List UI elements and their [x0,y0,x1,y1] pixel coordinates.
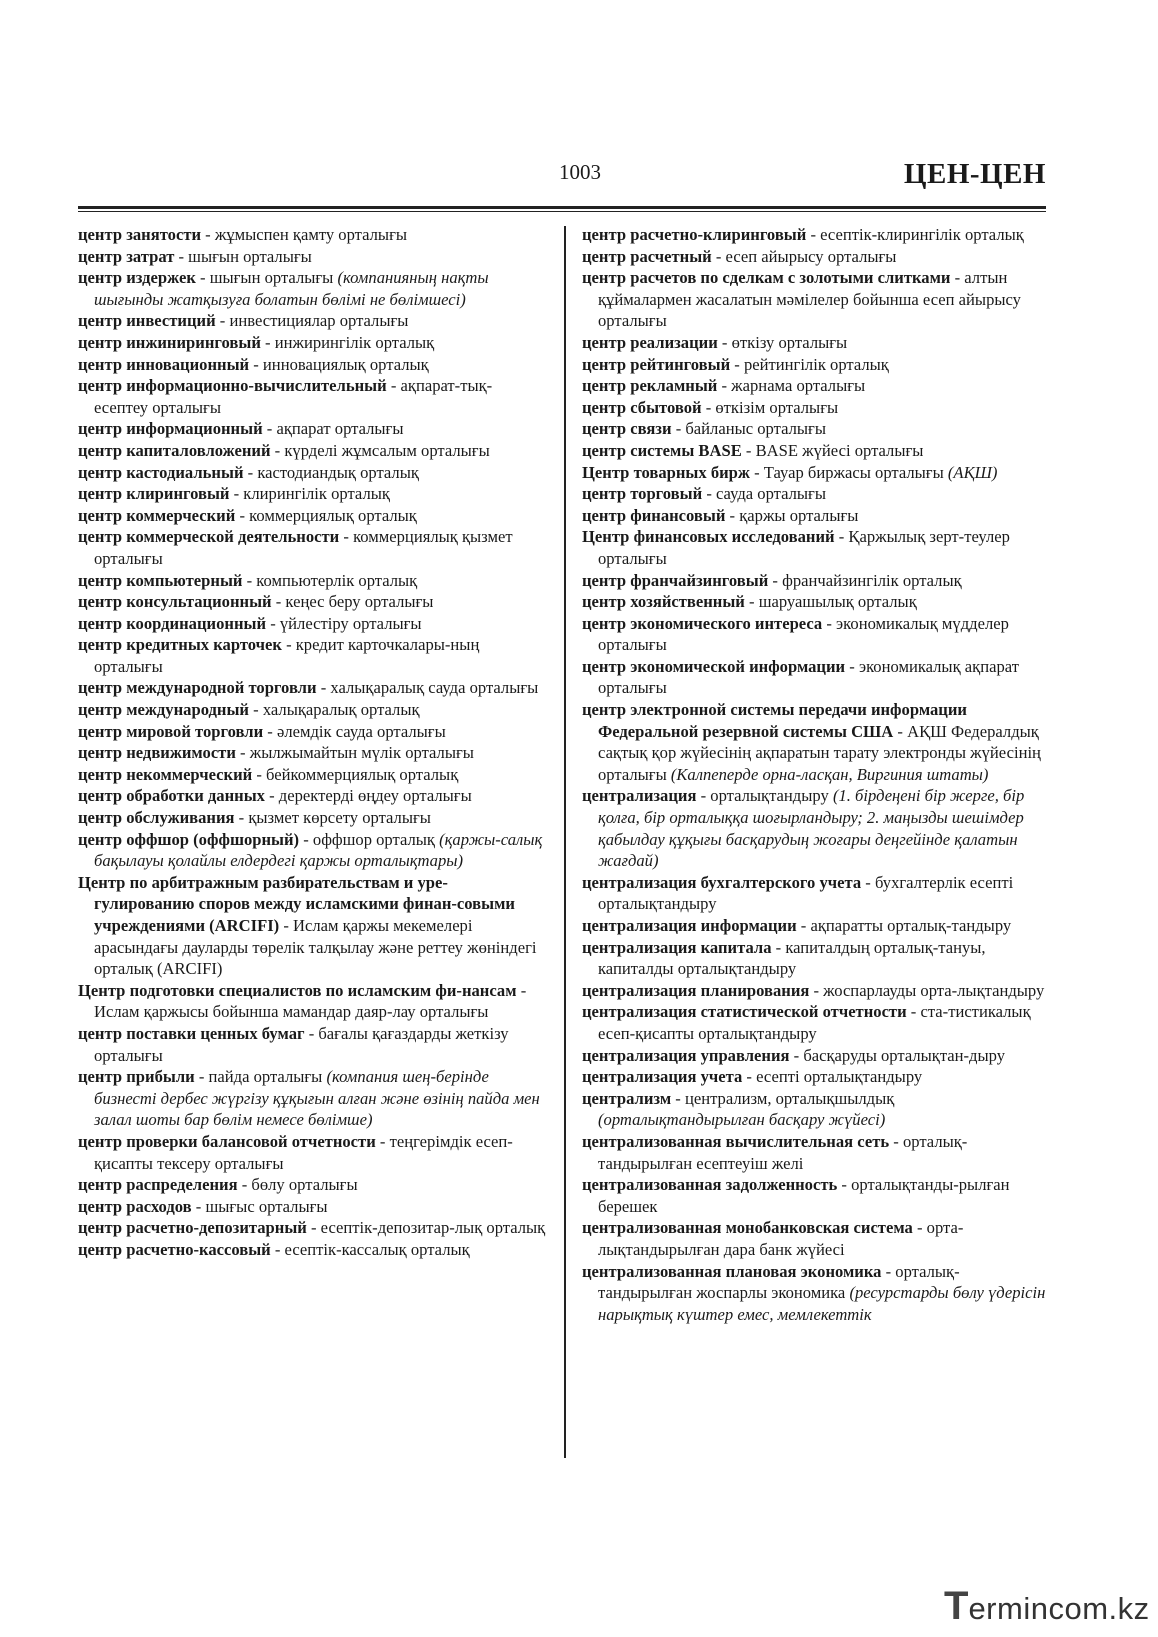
entry-definition: - клирингілік орталық [229,484,390,504]
dictionary-entry [78,872,546,980]
entry-term: центр реализации [582,332,718,352]
dictionary-entry [582,613,1050,656]
entry-note: (ресурстарды бөлу үдерісін нарықтық күштер емес, мемлекеттік [598,1283,1046,1324]
entry-note: (компания шең-берінде бизнесті дербес жүргізу құқығын алған және өзінің пайда мен залал шоты бар бөлім немесе бөлімше) [94,1067,540,1130]
entry-definition: - есептік-кассалық орталық [270,1239,470,1259]
left-column [78,224,546,1261]
entry-definition: - халықаралық орталық [249,700,420,720]
entry-definition: - коммерциялық қызмет орталығы [94,527,513,568]
entry-definition: - шығын орталығы [195,268,338,288]
dictionary-entry [582,1174,1050,1217]
entry-definition: - пайда орталығы [194,1067,327,1087]
dictionary-entry [78,721,546,743]
entry-term: центр информационный [78,419,263,439]
entry-definition: - ақпаратты орталық-тандыру [796,916,1012,935]
dictionary-entry [78,764,546,786]
entry-term: централизм [582,1088,672,1108]
dictionary-entry [582,980,1050,1002]
logo-text: ermincom.kz [968,1591,1150,1626]
entry-definition: - басқаруды орталықтан-дыру [789,1045,1006,1065]
entry-definition: - оффшор орталық [299,829,440,849]
entry-term: центр обработки данных [78,786,265,806]
entry-definition: - кредит карточкалары-ның орталығы [94,635,480,676]
entry-term: централизация учета [582,1067,743,1087]
entry-term: центр кастодиальный [78,462,244,482]
dictionary-entry [78,332,546,354]
entry-term: центр сбытовой [582,397,702,417]
column-divider [564,226,566,1458]
right-column [582,224,1050,1325]
entry-definition: - жұмыспен қамту орталығы [201,225,408,244]
dictionary-entry [582,937,1050,980]
header-rule [78,206,1046,209]
entry-term: центр торговый [582,484,703,504]
dictionary-entry [582,483,1050,505]
entry-term: централизация управления [582,1045,790,1065]
entry-term: центр некоммерческий [78,764,253,784]
dictionary-entry [78,1174,546,1196]
dictionary-entry [78,1023,546,1066]
entry-definition: - шаруашылық орталық [744,592,917,612]
entry-definition: - жылжымайтын мүлік орталығы [235,743,474,763]
entry-definition: - жарнама орталығы [717,376,866,396]
dictionary-entry [582,397,1050,419]
dictionary-entry [582,656,1050,699]
dictionary-entry [582,1001,1050,1044]
entry-definition: - өткізу орталығы [717,332,848,352]
entry-definition: - есеп айырысу орталығы [711,246,897,266]
dictionary-entry [78,829,546,872]
entry-definition: - Қаржылық зерт-теулер орталығы [598,527,1010,568]
entry-definition: - франчайзингілік орталық [768,570,962,590]
entry-definition: - бейкоммерциялық орталық [252,764,459,784]
dictionary-entry [582,1131,1050,1174]
dictionary-entry [582,785,1050,871]
dictionary-entry [582,462,1050,484]
entry-definition: - кастодиандық орталық [243,462,419,482]
entry-note: (АҚШ) [947,462,998,482]
dictionary-entry [78,1239,546,1261]
entry-term: центр оффшор (оффшорный) [78,829,300,849]
entry-term: центр связи [582,419,672,439]
entry-term: централизованная плановая экономика [582,1261,882,1281]
entry-note: (Калпеперде орна-ласқан, Виргиния штаты) [670,764,989,784]
dictionary-entry [78,310,546,332]
dictionary-entry [78,591,546,613]
entry-term: централизованная вычислительная сеть [582,1131,890,1151]
dictionary-entry [78,785,546,807]
entry-definition: - орталықтандыру [696,786,833,806]
entry-definition: - централизм, орталықшылдық [671,1088,895,1108]
entry-definition: - орталық-тандырылған есептеуіш желі [598,1131,968,1173]
entry-definition: - Тауар биржасы орталығы [749,462,948,482]
entry-term: централизация информации [582,916,797,935]
entry-term: центр прибыли [78,1067,195,1087]
dictionary-entry [78,1131,546,1174]
running-head: ЦЕН-ЦЕН [903,158,1046,190]
dictionary-entry [78,418,546,440]
entry-term: центр рейтинговый [582,354,731,374]
entry-definition: - инжирингілік орталық [260,332,435,352]
entry-term: центр инвестиций [78,311,216,331]
entry-term: центр расходов [78,1196,192,1216]
entry-term: центр международной торговли [78,678,317,698]
entry-term: центр координационный [78,613,267,633]
entry-definition: - орталықтанды-рылған берешек [598,1175,1010,1216]
entry-definition: - BASE жүйесі орталығы [741,440,924,460]
dictionary-entry [78,267,546,310]
entry-term: Центр товарных бирж [582,462,750,482]
dictionary-entry [78,677,546,699]
header-rule-thin [78,211,1046,212]
dictionary-entry [78,699,546,721]
dictionary-entry [582,332,1050,354]
dictionary-entry [582,354,1050,376]
entry-term: центр проверки балансовой отчетности [78,1131,376,1151]
entry-term: центр экономического интереса [582,613,823,633]
entry-definition: - кеңес беру орталығы [271,592,434,612]
dictionary-entry [582,591,1050,613]
entry-term: Центр по арбитражным разбирательствам и уре-гулированию споров между исламскими финан-совыми учреждениями (ARCIFI) [78,872,515,935]
dictionary-entry [78,1217,546,1239]
entry-term: центр рекламный [582,376,718,396]
dictionary-entry [78,1066,546,1131]
page-number: 1003 [559,160,601,184]
entry-definition: - экономикалық ақпарат орталығы [598,656,1019,698]
entry-definition: - қызмет көрсету орталығы [234,808,431,828]
entry-definition: - орталық-тандырылған жоспарлы экономика [598,1261,960,1303]
entry-term: центр обслуживания [78,808,235,828]
dictionary-entry [582,872,1050,915]
entry-term: центр кредитных карточек [78,635,282,655]
entry-note: (1. бірдеңені бір жерге, бір қолға, бір орталыққа шоғырландыру; 2. маңызды шешімдер қабылдау құқығы басқарудың жоғары деңгейінде қалатын жағдай) [598,786,1025,871]
entry-term: централизация капитала [582,937,772,957]
entry-term: централизация планирования [582,980,810,1000]
entry-definition: - ақпарат орталығы [262,419,404,439]
dictionary-entry [78,526,546,569]
entry-term: центр распределения [78,1175,238,1195]
dictionary-entry [582,440,1050,462]
entry-definition: - бөлу орталығы [237,1175,358,1195]
entry-term: центр затрат [78,246,175,266]
entry-term: центр занятости [78,225,202,244]
entry-term: центр поставки ценных бумаг [78,1023,305,1043]
dictionary-entry [582,1261,1050,1326]
dictionary-entry [582,375,1050,397]
dictionary-entry [582,1088,1050,1131]
dictionary-entry [582,526,1050,569]
entry-term: центр издержек [78,268,196,288]
entry-term: центр международный [78,700,249,720]
entry-definition: - алтын құймалармен жасалатын мәмілелер бойынша есеп айырысу орталығы [598,268,1021,331]
entry-term: центр франчайзинговый [582,570,769,590]
dictionary-entry [582,418,1050,440]
entry-term: центр недвижимости [78,743,236,763]
entry-definition: - үйлестіру орталығы [266,613,422,633]
entry-definition: - компьютерлік орталық [242,570,418,590]
entry-term: центр расчетный [582,246,712,266]
entry-term: центр экономической информации [582,656,846,676]
entry-note: (орталықтандырылған басқару жүйесі) [598,1110,886,1130]
entry-term: центр информационно-вычислительный [78,376,387,396]
entry-definition: - есепті орталықтандыру [742,1067,923,1087]
dictionary-entry [582,246,1050,268]
dictionary-entry [78,1196,546,1218]
entry-term: Центр финансовых исследований [582,527,835,547]
entry-note: (қаржы-салық бақылауы қолайлы елдердегі қаржы орталықтары) [94,829,543,871]
dictionary-entry [78,354,546,376]
entry-definition: - есептік-клирингілік орталық [806,225,1024,244]
entry-definition: - бағалы қағаздарды жеткізу орталығы [94,1023,509,1065]
entry-term: централизация [582,786,697,806]
entry-definition: - есептік-депозитар-лық орталық [306,1218,546,1238]
entry-term: центр консультационный [78,592,272,612]
entry-definition: - шығын орталығы [174,246,312,266]
entry-term: центр коммерческой деятельности [78,527,340,547]
dictionary-entry [582,1217,1050,1260]
entry-note: (компанияның нақты шығынды жатқызуға болатын бөлімі не бөлімшесі) [94,268,489,309]
entry-definition: - халықаралық сауда орталығы [316,678,539,698]
entry-definition: - жоспарлауды орта-лықтандыру [809,980,1045,1000]
dictionary-entry [78,742,546,764]
dictionary-entry [78,980,546,1023]
dictionary-entry [582,570,1050,592]
entry-term: центр расчетов по сделкам с золотыми слитками [582,268,951,288]
entry-definition: - байланыс орталығы [671,419,826,439]
entry-term: центр расчетно-кассовый [78,1239,271,1259]
entry-definition: - инвестициялар орталығы [215,311,409,331]
dictionary-entry [78,570,546,592]
entry-definition: - Ислам қаржы мекемелері арасындағы дауларды төрелік талқылау және реттеу жөніндегі орталық (ARCIFI) [94,916,537,979]
dictionary-entry [78,634,546,677]
entry-definition: - коммерциялық орталық [235,505,417,525]
dictionary-entry [582,505,1050,527]
dictionary-entry [78,224,546,246]
entry-definition: - рейтингілік орталық [730,354,889,374]
entry-term: центр расчетно-клиринговый [582,225,807,244]
entry-definition: - әлемдік сауда орталығы [263,721,446,741]
entry-term: центр мировой торговли [78,721,264,741]
entry-definition: - деректерді өңдеу орталығы [264,786,472,806]
entry-definition: - бухгалтерлік есепті орталықтандыру [598,872,1014,914]
entry-term: центр клиринговый [78,484,230,504]
entry-definition: - күрделі жұмсалым орталығы [270,440,490,460]
dictionary-entry [78,505,546,527]
entry-definition: - теңгерімдік есеп-қисапты тексеру орталығы [94,1131,513,1173]
entry-term: центр финансовый [582,505,726,525]
entry-term: централизация бухгалтерского учета [582,872,862,892]
entry-term: централизованная монобанковская система [582,1218,913,1238]
entry-definition: - ақпарат-тық-есептеу орталығы [94,376,493,417]
entry-definition: - капиталдың орталық-тануы, капиталды орталықтандыру [598,937,986,979]
entry-definition: - өткізім орталығы [701,397,839,417]
entry-definition: - шығыс орталығы [191,1196,328,1216]
entry-term: централизованная задолженность [582,1175,838,1195]
entry-term: централизация статистической отчетности [582,1002,907,1022]
entry-term: центр инновационный [78,354,250,374]
entry-definition: - экономикалық мүдделер орталығы [598,613,1009,655]
entry-definition: - қаржы орталығы [725,505,859,525]
dictionary-entry [78,440,546,462]
entry-term: центр капиталовложений [78,440,271,460]
dictionary-entry [582,1045,1050,1067]
entry-term: Центр подготовки специалистов по исламским фи-нансам [78,980,517,1000]
logo-initial: T [944,1584,969,1628]
dictionary-entry [78,375,546,418]
termincom-logo [944,1584,1150,1628]
entry-definition: - инновациялық орталық [249,354,429,374]
dictionary-entry [78,483,546,505]
entry-term: центр системы BASE [582,440,742,460]
entry-term: центр электронной системы передачи информации Федеральной резервной системы США [582,700,967,741]
entry-definition: - Ислам қаржысы бойынша мамандар даяр-лау орталығы [94,980,527,1022]
entry-term: центр инжиниринговый [78,332,261,352]
entry-term: центр коммерческий [78,505,236,525]
dictionary-entry [582,915,1050,937]
entry-term: центр хозяйственный [582,592,745,612]
entry-definition: - ста-тистикалық есеп-қисапты орталықтандыру [598,1002,1031,1043]
entry-definition: - сауда орталығы [702,484,827,504]
dictionary-entry [582,699,1050,785]
entry-definition: - АҚШ Федералдық сақтық қор жүйесінің ақпаратын тарату электронды жүйесінің орталығы [598,721,1041,784]
dictionary-entry [582,224,1050,246]
dictionary-entry [582,1066,1050,1088]
entry-definition: - орта-лықтандырылған дара банк жүйесі [598,1218,964,1259]
dictionary-entry [78,246,546,268]
dictionary-entry [78,807,546,829]
dictionary-entry [78,613,546,635]
dictionary-entry [78,462,546,484]
entry-term: центр расчетно-депозитарный [78,1218,307,1238]
dictionary-entry [582,267,1050,332]
entry-term: центр компьютерный [78,570,243,590]
